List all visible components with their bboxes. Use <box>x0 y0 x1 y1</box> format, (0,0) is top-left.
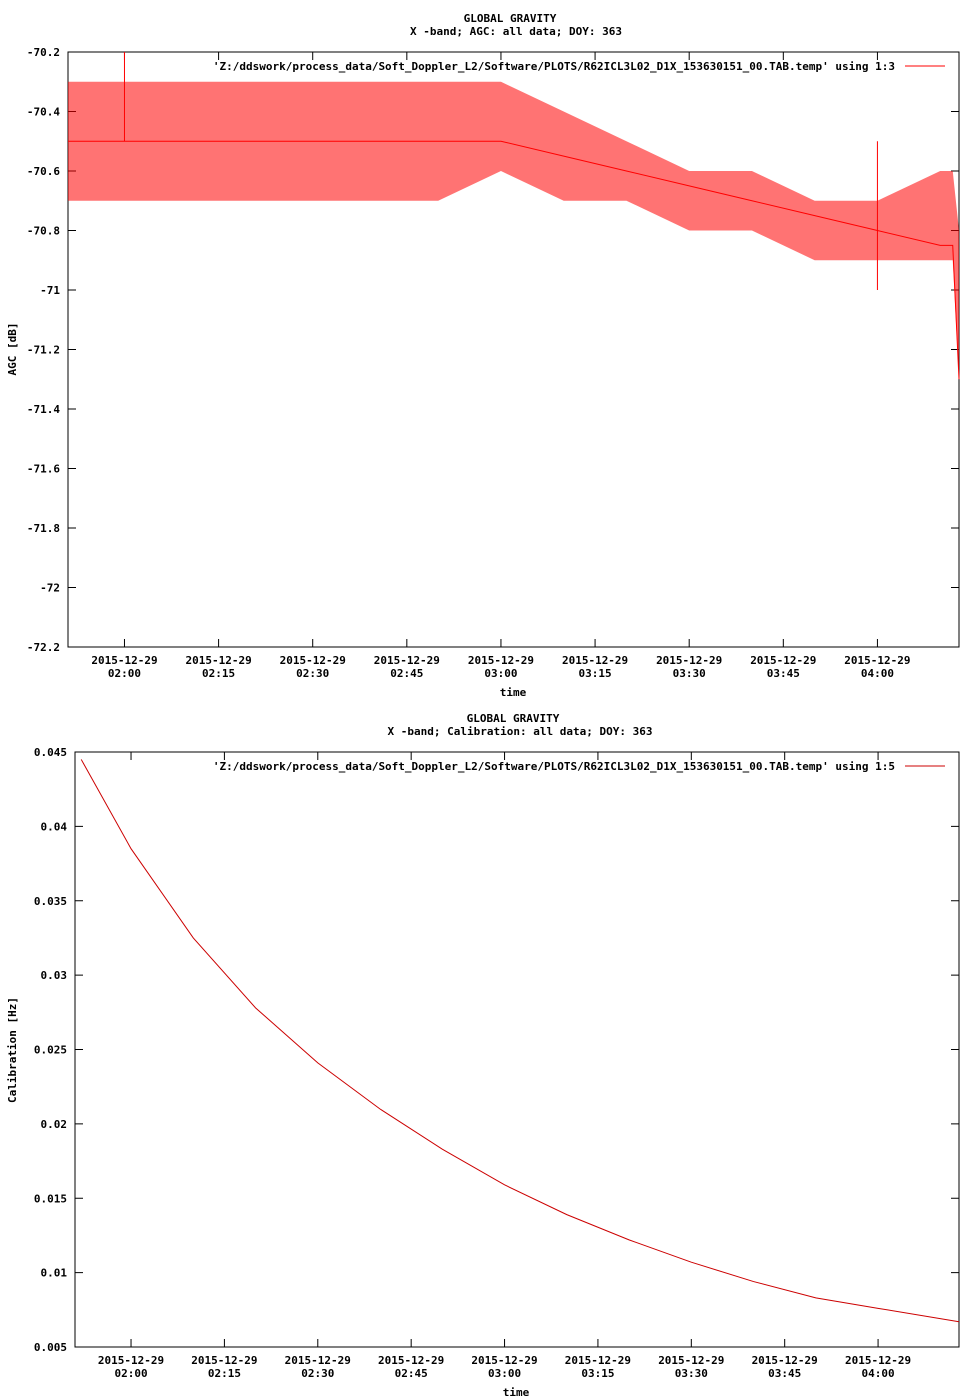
cal-x-tick-date: 2015-12-29 <box>471 1354 538 1367</box>
cal-x-tick-time: 02:45 <box>394 1367 428 1380</box>
cal-y-tick-label: 0.025 <box>33 1043 67 1057</box>
cal-y-tick-label: 0.01 <box>40 1266 67 1280</box>
cal-x-tick-time: 02:00 <box>114 1367 148 1380</box>
agc-x-tick-time: 02:15 <box>202 667 236 680</box>
cal-y-tick-label: 0.015 <box>33 1192 67 1206</box>
agc-x-tick-time: 03:15 <box>578 667 612 680</box>
cal-x-tick-date: 2015-12-29 <box>658 1354 725 1367</box>
cal-y-tick-label: 0.02 <box>40 1117 67 1131</box>
agc-panel <box>6 12 959 699</box>
cal-legend-label: 'Z:/ddswork/process_data/Soft_Doppler_L2/Software/PLOTS/R62ICL3L02_D1X_153630151_00.TAB.temp' using 1:5 <box>212 760 895 773</box>
calibration-panel <box>6 712 959 1399</box>
cal-y-axis <box>34 746 959 1354</box>
agc-subtitle: X -band; AGC: all data; DOY: 363 <box>410 25 622 38</box>
agc-y-tick-label: -71.8 <box>26 522 60 535</box>
agc-x-tick-time: 03:45 <box>766 667 800 680</box>
agc-y-tick-label: -70.2 <box>26 46 60 59</box>
agc-y-tick-label: -72 <box>40 581 60 595</box>
cal-y-tick-label: 0.035 <box>33 894 67 908</box>
cal-x-tick-time: 03:45 <box>768 1367 802 1380</box>
cal-x-axis <box>98 752 911 1380</box>
agc-x-tick-time: 02:30 <box>296 667 330 680</box>
agc-y-tick-label: -70.4 <box>26 105 60 119</box>
cal-x-tick-date: 2015-12-29 <box>378 1354 445 1367</box>
agc-x-tick-date: 2015-12-29 <box>279 654 346 667</box>
cal-x-tick-date: 2015-12-29 <box>284 1354 351 1367</box>
cal-y-tick-label: 0.04 <box>40 820 67 834</box>
agc-x-axis-title: time <box>499 686 527 699</box>
cal-x-tick-time: 02:30 <box>301 1367 335 1380</box>
agc-x-tick-time: 04:00 <box>860 667 894 680</box>
agc-x-tick-time: 03:30 <box>672 667 706 680</box>
agc-x-tick-date: 2015-12-29 <box>656 654 723 667</box>
cal-y-axis-title: Calibration [Hz] <box>6 997 19 1103</box>
agc-y-axis-title: AGC [dB] <box>6 322 19 376</box>
agc-y-tick-label: -71.4 <box>26 403 60 416</box>
agc-y-tick-label: -71 <box>40 284 60 297</box>
agc-x-tick-date: 2015-12-29 <box>467 654 535 667</box>
cal-x-tick-date: 2015-12-29 <box>844 1354 912 1367</box>
agc-legend-label: 'Z:/ddswork/process_data/Soft_Doppler_L2/Software/PLOTS/R62ICL3L02_D1X_153630151_00.TAB.temp' using 1:3 <box>212 60 895 73</box>
cal-x-tick-time: 04:00 <box>861 1367 895 1380</box>
agc-x-tick-date: 2015-12-29 <box>561 654 629 667</box>
agc-y-tick-label: -71.6 <box>26 462 60 476</box>
agc-x-tick-time: 03:00 <box>484 667 518 680</box>
agc-y-tick-label: -71.2 <box>26 343 60 357</box>
agc-x-tick-date: 2015-12-29 <box>185 654 252 667</box>
agc-y-tick-label: -70.8 <box>26 224 60 238</box>
cal-x-tick-time: 03:00 <box>487 1367 522 1380</box>
cal-x-tick-time: 03:15 <box>581 1367 615 1380</box>
agc-title: GLOBAL GRAVITY <box>463 12 557 25</box>
agc-x-tick-date: 2015-12-29 <box>373 654 440 667</box>
cal-title: GLOBAL GRAVITY <box>466 712 560 725</box>
agc-x-tick-date: 2015-12-29 <box>91 654 158 667</box>
cal-series-line <box>81 759 959 1321</box>
cal-x-tick-date: 2015-12-29 <box>97 1354 165 1367</box>
cal-x-tick-time: 02:15 <box>207 1367 241 1380</box>
agc-noise-band <box>68 82 959 380</box>
cal-x-tick-date: 2015-12-29 <box>751 1354 818 1367</box>
cal-y-tick-label: 0.045 <box>33 746 67 759</box>
agc-y-tick-label: -70.6 <box>26 165 60 178</box>
cal-plot-frame <box>75 752 959 1347</box>
agc-y-tick-label: -72.2 <box>26 641 60 654</box>
cal-y-tick-label: 0.03 <box>40 969 67 983</box>
agc-x-tick-date: 2015-12-29 <box>844 654 911 667</box>
cal-x-axis-title: time <box>502 1386 530 1399</box>
agc-x-tick-date: 2015-12-29 <box>750 654 817 667</box>
cal-y-tick-label: 0.005 <box>33 1341 67 1354</box>
agc-x-tick-time: 02:45 <box>390 667 424 680</box>
cal-x-tick-time: 03:30 <box>674 1367 708 1380</box>
cal-x-tick-date: 2015-12-29 <box>191 1354 258 1367</box>
cal-x-tick-date: 2015-12-29 <box>564 1354 632 1367</box>
cal-subtitle: X -band; Calibration: all data; DOY: 363 <box>387 725 653 738</box>
agc-x-tick-time: 02:00 <box>107 667 142 680</box>
